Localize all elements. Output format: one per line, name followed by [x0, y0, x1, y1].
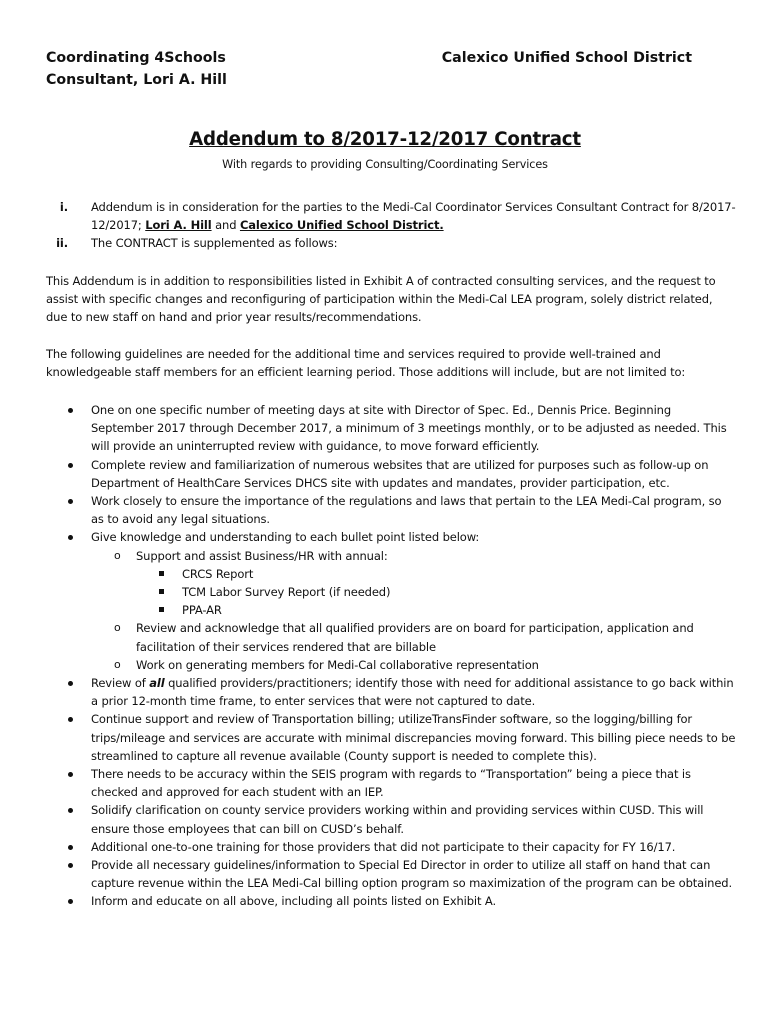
report-name: TCM Labor Survey Report (if needed) [182, 585, 391, 600]
list-item [46, 892, 736, 910]
roman-text: The CONTRACT is supplemented as follows: [91, 236, 338, 251]
sub-list-item [46, 656, 736, 674]
list-item-text: Provide all necessary guidelines/information to Special Ed Director in order to utilize all staff on hand that can capture revenue within the LEA Medi-Cal billing option program so maximization of the program can be obtained. [91, 858, 732, 891]
list-item-text: Review of [91, 676, 150, 691]
sub-list-item [46, 547, 736, 565]
party-district: Calexico Unified School District. [239, 218, 444, 233]
square-bullet [159, 589, 164, 594]
consultant-name: Consultant, Lori A. Hill [46, 72, 227, 88]
roman-numeral: ii. [56, 236, 68, 251]
report-name: CRCS Report [182, 566, 254, 581]
list-item [46, 456, 736, 492]
bullet-dot [68, 863, 73, 868]
paragraph-intro: This Addendum is in addition to responsibilities listed in Exhibit A of contracted consulting services, and the request to assist with specific changes and reconfiguring of participation within the Medi-Cal LEA program, solely district related, due to new staff on hand and prior year results/recommendations. [46, 274, 716, 325]
roman-and: and [211, 218, 240, 233]
square-bullet [159, 571, 164, 576]
list-item-text: qualified providers/practitioners; identify those with need for additional assistance to go back within a prior 12-month time frame, to enter services that were not captured to date. [91, 676, 734, 709]
sub-sub-list-item [46, 583, 736, 601]
bullet-dot [68, 408, 73, 413]
sub-sub-list-item [46, 565, 736, 583]
consultant-company: Coordinating 4Schools [46, 50, 226, 66]
bullet-dot [68, 499, 73, 504]
square-bullet [159, 607, 164, 612]
roman-numeral: i. [59, 200, 68, 214]
paragraph-guidelines: The following guidelines are needed for the additional time and services required to provide well-trained and knowledgeable staff members for an efficient learning period. Those additions will include, but are not limited to: [46, 347, 686, 380]
consultant-header [46, 47, 227, 91]
sub-list-item [46, 619, 736, 655]
bullet-dot [68, 808, 73, 813]
list-item-text: One on one specific number of meeting days at site with Director of Spec. Ed., Dennis Price. Beginning September 2017 through December 2017, a minimum of 3 meetings monthly, or to be adjusted as needed. This will provide an uninterrupted review with guidance, to move forward efficiently. [91, 403, 727, 454]
bullet-dot [68, 681, 73, 686]
list-item [46, 710, 736, 765]
emphasis-all: all [149, 676, 165, 691]
circle-bullet: o [114, 657, 121, 671]
list-item-text: Solidify clarification on county service providers working within and providing services within CUSD. This will ensure those employees that can bill on CUSD’s behalf. [91, 803, 704, 836]
roman-item-ii [46, 234, 736, 252]
report-name: PPA-AR [182, 603, 222, 618]
district-header: Calexico Unified School District [441, 50, 692, 66]
roman-text: Addendum is in consideration for the parties to the Medi-Cal Coordinator Services Consultant Contract for 8/2017-12/2017; [91, 200, 736, 233]
roman-list [46, 198, 736, 253]
party-consultant: Lori A. Hill [145, 218, 212, 233]
list-item [46, 674, 736, 710]
circle-bullet: o [114, 621, 121, 635]
roman-item-i [46, 198, 736, 234]
guidelines-list [46, 401, 736, 911]
sub-sub-list-item [46, 601, 736, 619]
list-item [46, 401, 736, 456]
list-item-text: Work closely to ensure the importance of the regulations and laws that pertain to the LEA Medi-Cal program, so as to avoid any legal situations. [91, 494, 722, 527]
bullet-dot [68, 463, 73, 468]
circle-bullet: o [114, 548, 121, 562]
bullet-dot [68, 899, 73, 904]
list-item [46, 528, 736, 546]
list-item [46, 492, 736, 528]
list-item [46, 838, 736, 856]
document-subtitle: With regards to providing Consulting/Coordinating Services [222, 158, 548, 171]
bullet-dot [68, 772, 73, 777]
sub-list-item-text: Support and assist Business/HR with annual: [136, 548, 388, 563]
bullet-dot [68, 845, 73, 850]
list-item-text: Continue support and review of Transportation billing; utilizeTransFinder software, so the logging/billing for trips/mileage and services are accurate with minimal discrepancies moving forward. This billing piece needs to be streamlined to capture all revenue available (County support is needed to complete this). [91, 712, 736, 763]
list-item [46, 801, 736, 837]
list-item [46, 856, 736, 892]
bullet-dot [68, 535, 73, 540]
list-item-text: Additional one-to-one training for those providers that did not participate to their capacity for FY 16/17. [91, 839, 676, 854]
list-item-text: There needs to be accuracy within the SEIS program with regards to “Transportation” being a piece that is checked and approved for each student with an IEP. [91, 767, 691, 800]
list-item-text: Inform and educate on all above, including all points listed on Exhibit A. [91, 894, 497, 909]
bullet-dot [68, 717, 73, 722]
list-item-text: Give knowledge and understanding to each bullet point listed below: [91, 530, 480, 545]
list-item [46, 765, 736, 801]
sub-list-item-text: Review and acknowledge that all qualified providers are on board for participation, application and facilitation of their services rendered that are billable [136, 621, 694, 654]
list-item-text: Complete review and familiarization of numerous websites that are utilized for purposes such as follow-up on Department of HealthCare Services DHCS site with updates and mandates, provider participation, etc. [91, 457, 709, 490]
document-title: Addendum to 8/2017-12/2017 Contract [189, 129, 581, 150]
sub-list-item-text: Work on generating members for Medi-Cal collaborative representation [136, 657, 539, 672]
